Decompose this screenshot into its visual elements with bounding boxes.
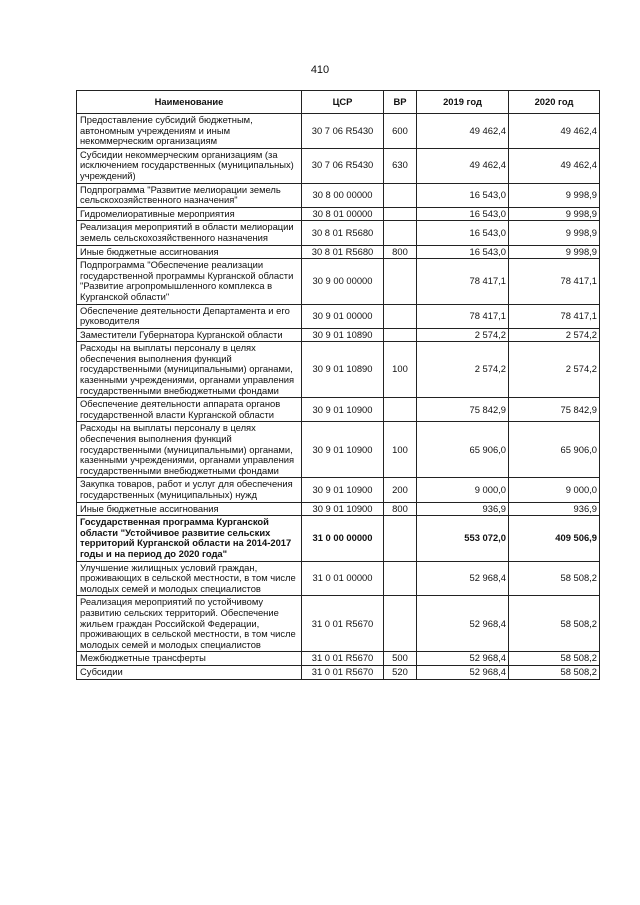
table-row [77,478,600,502]
cell-2019: 16 543,0 [417,207,509,221]
table-header-row [77,91,600,114]
cell-csr: 31 0 01 R5670 [302,596,384,652]
cell-2019: 49 462,4 [417,148,509,183]
cell-vr [384,398,417,422]
page-number: 410 [310,64,330,76]
cell-2020: 9 998,9 [509,183,600,207]
table-row [77,183,600,207]
cell-2020: 58 508,2 [509,665,600,679]
cell-2019: 49 462,4 [417,114,509,149]
cell-2020: 9 998,9 [509,221,600,245]
table-row [77,304,600,328]
cell-name: Субсидии [77,665,302,679]
header-csr: ЦСР [302,91,384,114]
budget-table [76,90,600,680]
cell-name: Реализация мероприятий в области мелиорации земель сельскохозяйственного назначения [77,221,302,245]
cell-name: Гидромелиоративные мероприятия [77,207,302,221]
cell-2019: 16 543,0 [417,183,509,207]
cell-csr: 31 0 00 00000 [302,516,384,561]
table-row [77,516,600,561]
cell-csr: 30 8 00 00000 [302,183,384,207]
cell-csr: 30 9 00 00000 [302,259,384,304]
cell-2020: 936,9 [509,502,600,516]
header-2019: 2019 год [417,91,509,114]
cell-name: Иные бюджетные ассигнования [77,502,302,516]
cell-csr: 31 0 01 R5670 [302,652,384,666]
cell-vr: 520 [384,665,417,679]
cell-csr: 30 9 01 10900 [302,398,384,422]
cell-csr: 30 9 01 10900 [302,422,384,478]
cell-name: Подпрограмма "Обеспечение реализации государственной программы Курганской области "Развитие агропромышленного комплекса в Курганской области" [77,259,302,304]
table-row [77,561,600,596]
cell-name: Субсидии некоммерческим организациям (за исключением государственных (муниципальных) учреждений) [77,148,302,183]
cell-2020: 409 506,9 [509,516,600,561]
table-row [77,245,600,259]
cell-csr: 30 9 01 00000 [302,304,384,328]
cell-2020: 75 842,9 [509,398,600,422]
cell-2019: 78 417,1 [417,259,509,304]
cell-csr: 30 9 01 10900 [302,502,384,516]
cell-2019: 65 906,0 [417,422,509,478]
cell-2019: 52 968,4 [417,665,509,679]
cell-2020: 2 574,2 [509,328,600,342]
header-vr: ВР [384,91,417,114]
table-row [77,342,600,398]
cell-vr [384,304,417,328]
table-row [77,596,600,652]
cell-csr: 30 7 06 R5430 [302,114,384,149]
cell-name: Иные бюджетные ассигнования [77,245,302,259]
cell-vr: 600 [384,114,417,149]
cell-2020: 78 417,1 [509,259,600,304]
cell-2020: 9 998,9 [509,245,600,259]
cell-2019: 52 968,4 [417,652,509,666]
cell-csr: 30 9 01 10890 [302,328,384,342]
cell-csr: 30 8 01 R5680 [302,221,384,245]
cell-vr [384,221,417,245]
cell-2020: 78 417,1 [509,304,600,328]
cell-csr: 30 8 01 R5680 [302,245,384,259]
cell-csr: 30 8 01 00000 [302,207,384,221]
cell-vr: 800 [384,245,417,259]
cell-name: Расходы на выплаты персоналу в целях обеспечения выполнения функций государственными (муниципальными) органами, казенными учреждениями, органами управления государственными внебюджетными фондами [77,342,302,398]
cell-2019: 9 000,0 [417,478,509,502]
cell-2020: 58 508,2 [509,652,600,666]
cell-csr: 30 7 06 R5430 [302,148,384,183]
cell-2019: 2 574,2 [417,328,509,342]
cell-2019: 78 417,1 [417,304,509,328]
cell-name: Закупка товаров, работ и услуг для обеспечения государственных (муниципальных) нужд [77,478,302,502]
cell-2019: 52 968,4 [417,561,509,596]
cell-2020: 9 000,0 [509,478,600,502]
cell-name: Подпрограмма "Развитие мелиорации земель сельскохозяйственного назначения" [77,183,302,207]
cell-name: Реализация мероприятий по устойчивому развитию сельских территорий. Обеспечение жильем граждан Российской Федерации, проживающих в сельской местности, в том числе молодых семей и молодых специалистов [77,596,302,652]
table-row [77,422,600,478]
cell-2020: 58 508,2 [509,561,600,596]
cell-vr [384,561,417,596]
cell-vr [384,183,417,207]
table-row [77,398,600,422]
cell-2020: 58 508,2 [509,596,600,652]
table-row [77,328,600,342]
cell-name: Предоставление субсидий бюджетным, автономным учреждениям и иным некоммерческим организациям [77,114,302,149]
cell-vr [384,516,417,561]
cell-vr: 100 [384,342,417,398]
cell-vr: 630 [384,148,417,183]
cell-2019: 75 842,9 [417,398,509,422]
cell-2020: 49 462,4 [509,148,600,183]
cell-2019: 16 543,0 [417,221,509,245]
cell-vr [384,259,417,304]
cell-csr: 30 9 01 10900 [302,478,384,502]
cell-name: Обеспечение деятельности Департамента и его руководителя [77,304,302,328]
table-row [77,148,600,183]
cell-name: Заместители Губернатора Курганской области [77,328,302,342]
table-row [77,652,600,666]
cell-csr: 31 0 01 R5670 [302,665,384,679]
cell-2020: 65 906,0 [509,422,600,478]
table-row [77,221,600,245]
header-2020: 2020 год [509,91,600,114]
cell-name: Обеспечение деятельности аппарата органов государственной власти Курганской области [77,398,302,422]
cell-vr: 200 [384,478,417,502]
cell-2020: 9 998,9 [509,207,600,221]
cell-name: Расходы на выплаты персоналу в целях обеспечения выполнения функций государственными (муниципальными) органами, казенными учреждениями, органами управления государственными внебюджетными фондами [77,422,302,478]
cell-name: Улучшение жилищных условий граждан, проживающих в сельской местности, в том числе молодых семей и молодых специалистов [77,561,302,596]
cell-2020: 49 462,4 [509,114,600,149]
header-name: Наименование [77,91,302,114]
cell-name: Государственная программа Курганской области "Устойчивое развитие сельских территорий Курганской области на 2014-2017 годы и на период до 2020 года" [77,516,302,561]
cell-2019: 2 574,2 [417,342,509,398]
table-row [77,259,600,304]
table-row [77,114,600,149]
cell-vr: 500 [384,652,417,666]
table-body [77,114,600,680]
cell-csr: 31 0 01 00000 [302,561,384,596]
cell-vr [384,207,417,221]
cell-2019: 553 072,0 [417,516,509,561]
cell-2020: 2 574,2 [509,342,600,398]
cell-vr: 100 [384,422,417,478]
table-row [77,502,600,516]
cell-vr: 800 [384,502,417,516]
cell-vr [384,328,417,342]
cell-csr: 30 9 01 10890 [302,342,384,398]
cell-2019: 936,9 [417,502,509,516]
table-row [77,207,600,221]
table-row [77,665,600,679]
cell-2019: 16 543,0 [417,245,509,259]
cell-name: Межбюджетные трансферты [77,652,302,666]
cell-2019: 52 968,4 [417,596,509,652]
cell-vr [384,596,417,652]
